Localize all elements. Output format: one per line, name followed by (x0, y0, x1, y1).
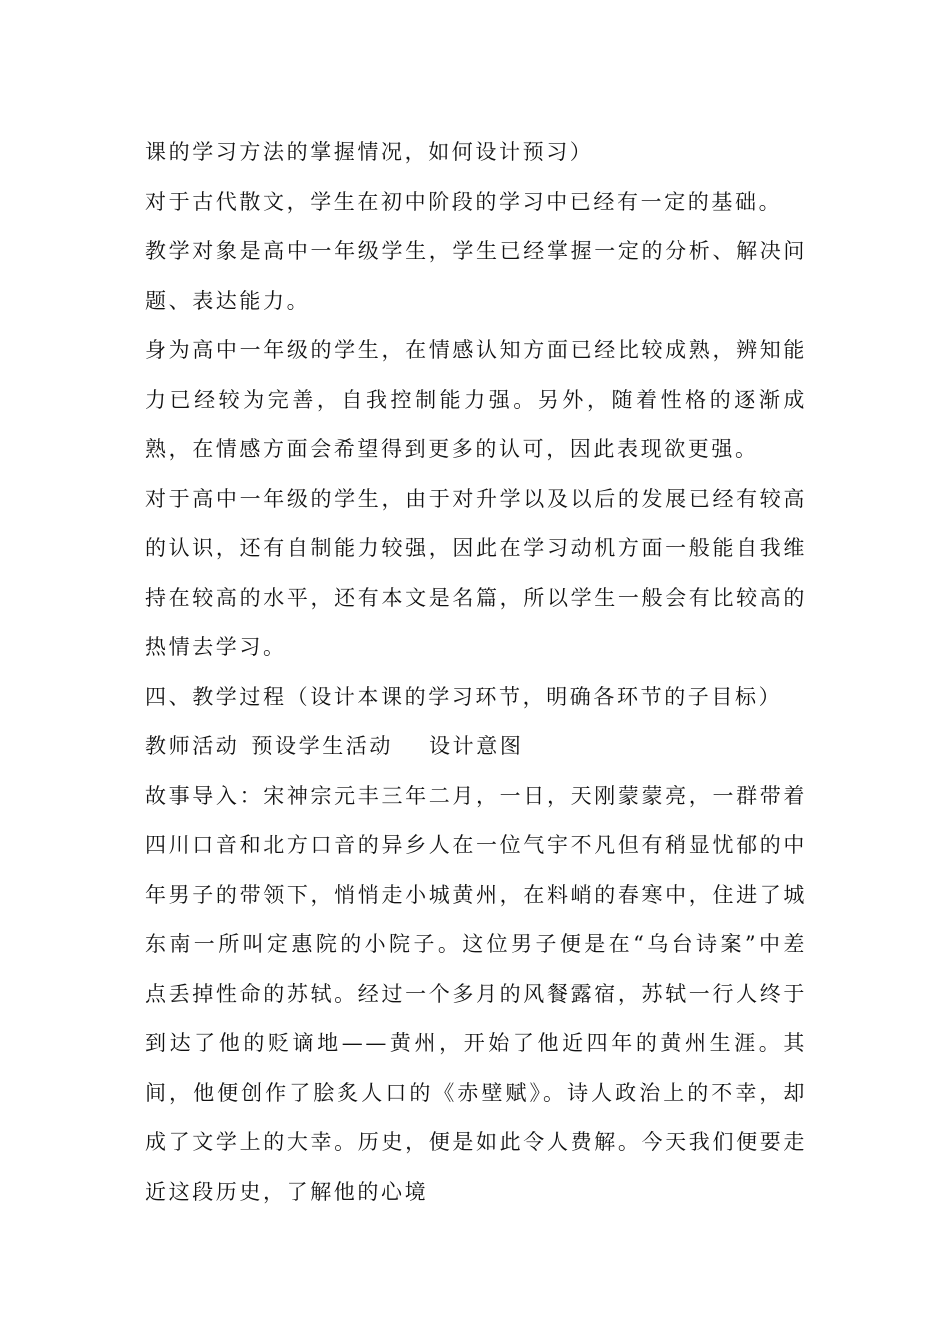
paragraph-learning-motivation: 对于高中一年级的学生，由于对升学以及以后的发展已经有较高的认识，还有自制能力较强，因此在学习动机方面一般能自我维持在较高的水平，还有本文是名篇，所以学生一般会有比较高的热情去学习。 (145, 486, 807, 659)
table-header-row (145, 722, 807, 772)
section-heading-teaching-process: 四、教学过程（设计本课的学习环节，明确各环节的子目标） (145, 684, 783, 709)
paragraph-teaching-target: 教学对象是高中一年级学生，学生已经掌握一定的分析、解决问题、表达能力。 (145, 239, 807, 313)
paragraph-story-introduction: 故事导入：宋神宗元丰三年二月，一日，天刚蒙蒙亮，一群带着四川口音和北方口音的异乡人在一位气宇不凡但有稍显忧郁的中年男子的带领下，悄悄走小城黄州，在料峭的春寒中，住进了城东南一所叫定惠院的小院子。这位男子便是在“乌台诗案”中差点丢掉性命的苏轼。经过一个多月的风餐露宿，苏轼一行人终于到达了他的贬谪地——黄州，开始了他近四年的黄州生涯。其间，他便创作了脍炙人口的《赤壁赋》。诗人政治上的不幸，却成了文学上的大幸。历史，便是如此令人费解。今天我们便要走近这段历史，了解他的心境 (145, 783, 807, 1204)
document-body (145, 128, 807, 1217)
paragraph-ancient-prose: 对于古代散文，学生在初中阶段的学习中已经有一定的基础。 (145, 189, 783, 214)
header-design-intent: 设计意图 (429, 734, 524, 758)
paragraph-learning-method: 课的学习方法的掌握情况，如何设计预习） (145, 140, 594, 164)
paragraph-emotional-cognition: 身为高中一年级的学生，在情感认知方面已经比较成熟，辨知能力已经较为完善，自我控制能力强。另外，随着性格的逐渐成熟，在情感方面会希望得到更多的认可，因此表现欲更强。 (145, 338, 807, 461)
header-teacher-activity: 教师活动 (145, 734, 240, 758)
header-student-activity: 预设学生活动 (251, 734, 394, 758)
